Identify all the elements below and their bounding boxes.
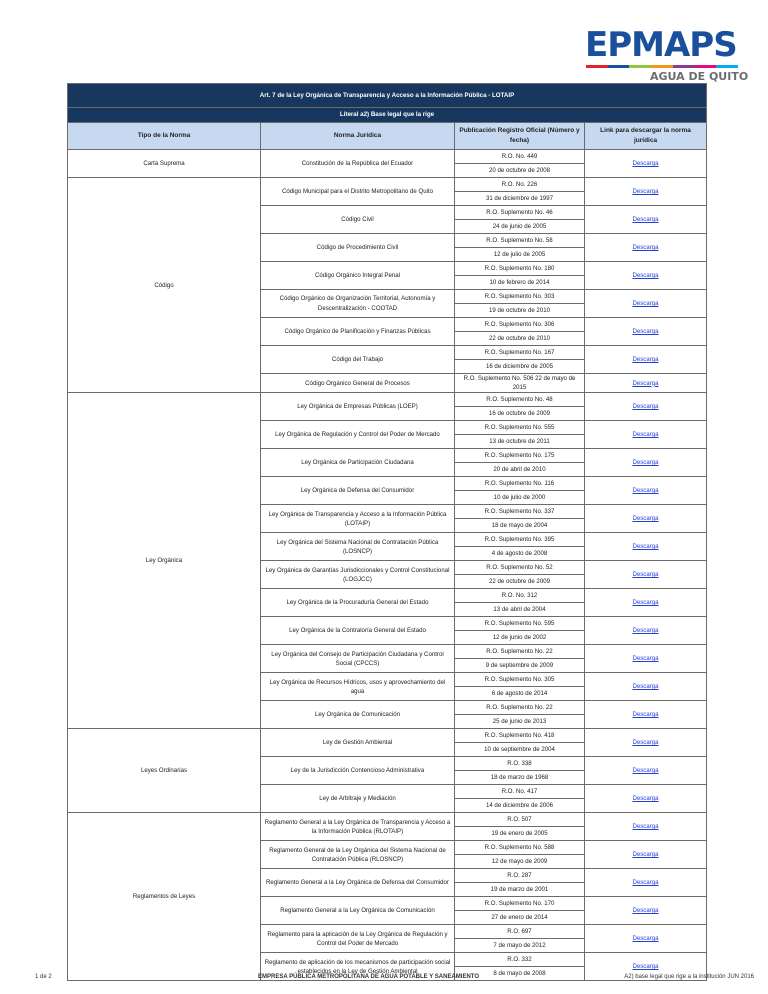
download-link[interactable]: Descarga — [632, 487, 659, 495]
publication-date-cell: 20 de abril de 2010 — [455, 463, 585, 477]
download-cell — [585, 477, 707, 505]
download-cell — [585, 729, 707, 757]
download-cell — [585, 234, 707, 262]
norma-juridica-cell: Ley Orgánica de Garantías Jurisdiccionales y Control Constitucional (LOGJCC) — [261, 561, 455, 589]
download-link[interactable]: Descarga — [632, 379, 659, 387]
download-cell — [585, 785, 707, 813]
norma-juridica-cell: Ley Orgánica de Empresas Públicas (LOEP) — [261, 393, 455, 421]
header-publicacion: Publicación Registro Oficial (Número y fecha) — [455, 123, 585, 150]
download-cell — [585, 617, 707, 645]
logo-brand-text: EPMAPS — [585, 25, 737, 65]
table-row — [68, 813, 707, 827]
publication-date-cell: 19 de marzo de 2001 — [455, 883, 585, 897]
registro-oficial-cell: R.O. Suplemento No. 52 — [455, 561, 585, 575]
header-norma: Norma Jurídica — [261, 123, 455, 150]
registro-oficial-cell: R.O. Suplemento No. 418 — [455, 729, 585, 743]
publication-date-cell: 7 de mayo de 2012 — [455, 939, 585, 953]
norma-juridica-cell: Ley Orgánica de Defensa del Consumidor — [261, 477, 455, 505]
publication-date-cell: 13 de abril de 2004 — [455, 603, 585, 617]
download-cell — [585, 449, 707, 477]
download-cell — [585, 393, 707, 421]
registro-oficial-cell: R.O. Suplemento No. 170 — [455, 897, 585, 911]
table-row — [68, 178, 707, 192]
norma-juridica-cell: Código Civil — [261, 206, 455, 234]
logo-stripe-segment — [651, 65, 673, 68]
registro-oficial-cell: R.O. Suplemento No. 588 — [455, 841, 585, 855]
norm-type-cell: Carta Suprema — [68, 150, 261, 178]
publication-date-cell: 31 de diciembre de 1997 — [455, 192, 585, 206]
publication-date-cell: 16 de octubre de 2009 — [455, 407, 585, 421]
registro-oficial-cell: R.O. Suplemento No. 46 — [455, 206, 585, 220]
registro-oficial-cell: R.O. Suplemento No. 555 — [455, 421, 585, 435]
publication-date-cell: 18 de marzo de 1968 — [455, 771, 585, 785]
download-link[interactable]: Descarga — [632, 459, 659, 467]
logo-stripe-segment — [608, 65, 630, 68]
registro-oficial-cell: R.O. Suplemento No. 595 — [455, 617, 585, 631]
registro-oficial-cell: R.O. Suplemento No. 167 — [455, 346, 585, 360]
download-cell — [585, 561, 707, 589]
download-cell — [585, 178, 707, 206]
download-link[interactable]: Descarga — [632, 403, 659, 411]
registro-oficial-cell: R.O. No. 417 — [455, 785, 585, 799]
publication-date-cell: 10 de septiembre de 2004 — [455, 743, 585, 757]
registro-oficial-cell: R.O. Suplemento No. 48 — [455, 393, 585, 407]
header-link: Link para descargar la norma jurídica — [585, 123, 707, 150]
registro-oficial-cell: R.O. Suplemento No. 337 — [455, 505, 585, 519]
publication-date-cell: 10 de febrero de 2014 — [455, 276, 585, 290]
publication-date-cell: 25 de junio de 2013 — [455, 715, 585, 729]
download-link[interactable]: Descarga — [632, 739, 659, 747]
registro-oficial-cell: R.O. Suplemento No. 175 — [455, 449, 585, 463]
norma-juridica-cell: Código Municipal para el Distrito Metropolitano de Quito — [261, 178, 455, 206]
table-row — [68, 150, 707, 164]
publication-date-cell: 4 de agosto de 2008 — [455, 547, 585, 561]
download-link[interactable]: Descarga — [632, 159, 659, 167]
norma-juridica-cell: Reglamento General a la Ley Orgánica de Transparencia y Acceso a la Información Pública (RLOTAIP) — [261, 813, 455, 841]
table-header-row — [68, 123, 707, 150]
download-cell — [585, 645, 707, 673]
download-link[interactable]: Descarga — [632, 935, 659, 943]
download-link[interactable]: Descarga — [632, 215, 659, 223]
publication-date-cell: 24 de junio de 2005 — [455, 220, 585, 234]
download-cell — [585, 925, 707, 953]
logo-stripe-segment — [695, 65, 717, 68]
publication-date-cell: 27 de enero de 2014 — [455, 911, 585, 925]
registro-oficial-cell: R.O. 332 — [455, 953, 585, 967]
download-link[interactable]: Descarga — [632, 187, 659, 195]
download-cell — [585, 897, 707, 925]
publication-date-cell: 6 de agosto de 2014 — [455, 687, 585, 701]
publication-date-cell: 18 de mayo de 2004 — [455, 519, 585, 533]
logo-color-stripe — [586, 65, 738, 68]
norm-type-cell: Código — [68, 178, 261, 393]
download-cell — [585, 290, 707, 318]
norma-juridica-cell: Ley de la Jurisdicción Contencioso Administrativa — [261, 757, 455, 785]
norm-type-cell: Reglamentos de Leyes — [68, 813, 261, 981]
table-row — [68, 393, 707, 407]
download-cell — [585, 421, 707, 449]
download-link[interactable]: Descarga — [632, 683, 659, 691]
registro-oficial-cell: R.O. Suplemento No. 305 — [455, 673, 585, 687]
table-subtitle: Literal a2) Base legal que la rige — [68, 108, 707, 123]
download-cell — [585, 869, 707, 897]
norma-juridica-cell: Ley Orgánica de Transparencia y Acceso a la Información Pública (LOTAIP) — [261, 505, 455, 533]
download-link[interactable]: Descarga — [632, 271, 659, 279]
download-link[interactable]: Descarga — [632, 327, 659, 335]
download-cell — [585, 701, 707, 729]
download-cell — [585, 206, 707, 234]
table-row — [68, 729, 707, 743]
footer-organization: EMPRESA PÚBLICA METROPOLITANA DE AGUA POTABLE Y SANEAMIENTO — [258, 974, 480, 980]
publication-date-cell: 14 de diciembre de 2006 — [455, 799, 585, 813]
download-link[interactable]: Descarga — [632, 879, 659, 887]
norma-juridica-cell: Constitución de la República del Ecuador — [261, 150, 455, 178]
download-cell — [585, 533, 707, 561]
norma-juridica-cell: Código Orgánico de Planificación y Finanzas Públicas — [261, 318, 455, 346]
publication-date-cell: 22 de octubre de 2009 — [455, 575, 585, 589]
registro-oficial-cell: R.O. 697 — [455, 925, 585, 939]
download-link[interactable]: Descarga — [632, 543, 659, 551]
table-title-row — [68, 84, 707, 108]
logo-stripe-segment — [629, 65, 651, 68]
download-cell — [585, 757, 707, 785]
download-link[interactable]: Descarga — [632, 767, 659, 775]
download-link[interactable]: Descarga — [632, 655, 659, 663]
legal-basis-table — [67, 83, 707, 981]
publication-date-cell: 10 de julio de 2000 — [455, 491, 585, 505]
norma-juridica-cell: Reglamento General de la Ley Orgánica del Sistema Nacional de Contratación Pública (RLOSNCP) — [261, 841, 455, 869]
norma-juridica-cell: Código Orgánico Integral Penal — [261, 262, 455, 290]
table-subtitle-row — [68, 108, 707, 123]
norma-juridica-cell: Ley Orgánica de Participación Ciudadana — [261, 449, 455, 477]
registro-oficial-cell: R.O. Suplemento No. 22 — [455, 645, 585, 659]
norm-type-cell: Leyes Ordinarias — [68, 729, 261, 813]
download-link[interactable]: Descarga — [632, 711, 659, 719]
norma-juridica-cell: Código Orgánico de Organización Territorial, Autonomía y Descentralización - COOTAD — [261, 290, 455, 318]
norma-juridica-cell: Ley Orgánica del Sistema Nacional de Contratación Pública (LOSNCP) — [261, 533, 455, 561]
download-link[interactable]: Descarga — [632, 795, 659, 803]
logo-subtitle: AGUA DE QUITO — [650, 70, 749, 83]
registro-oficial-cell: R.O. No. 312 — [455, 589, 585, 603]
norma-juridica-cell: Código Orgánico General de Procesos — [261, 374, 455, 393]
registro-oficial-cell: R.O. 287 — [455, 869, 585, 883]
norma-juridica-cell: Ley Orgánica de la Contraloría General del Estado — [261, 617, 455, 645]
logo-stripe-segment — [673, 65, 695, 68]
registro-oficial-cell: R.O. Suplemento No. 22 — [455, 701, 585, 715]
download-cell — [585, 346, 707, 374]
footer-page-number: 1 de 2 — [35, 974, 52, 980]
registro-oficial-cell: R.O. Suplemento No. 303 — [455, 290, 585, 304]
download-link[interactable]: Descarga — [632, 851, 659, 859]
download-link[interactable]: Descarga — [632, 355, 659, 363]
download-cell — [585, 150, 707, 178]
norma-juridica-cell: Ley Orgánica de la Procuraduría General del Estado — [261, 589, 455, 617]
download-link[interactable]: Descarga — [632, 431, 659, 439]
download-link[interactable]: Descarga — [632, 627, 659, 635]
download-cell — [585, 841, 707, 869]
publication-date-cell: 13 de octubre de 2011 — [455, 435, 585, 449]
download-cell — [585, 318, 707, 346]
download-cell — [585, 374, 707, 393]
download-link[interactable]: Descarga — [632, 963, 659, 971]
registro-oficial-cell: R.O. Suplemento No. 116 — [455, 477, 585, 491]
norma-juridica-cell: Reglamento General a la Ley Orgánica de Comunicación — [261, 897, 455, 925]
norma-juridica-cell: Ley Orgánica del Consejo de Participación Ciudadana y Control Social (CPCCS) — [261, 645, 455, 673]
norma-juridica-cell: Ley Orgánica de Recursos Hídricos, usos y aprovechamiento del agua — [261, 673, 455, 701]
download-cell — [585, 673, 707, 701]
norma-juridica-cell: Ley de Arbitraje y Mediación — [261, 785, 455, 813]
download-link[interactable]: Descarga — [632, 299, 659, 307]
download-cell — [585, 813, 707, 841]
registro-oficial-cell: R.O. 338 — [455, 757, 585, 771]
norma-juridica-cell: Ley de Gestión Ambiental — [261, 729, 455, 757]
logo-stripe-segment — [586, 65, 608, 68]
download-link[interactable]: Descarga — [632, 243, 659, 251]
download-link[interactable]: Descarga — [632, 515, 659, 523]
publication-date-cell: 12 de julio de 2005 — [455, 248, 585, 262]
registro-oficial-cell: R.O. Suplemento No. 395 — [455, 533, 585, 547]
download-link[interactable]: Descarga — [632, 599, 659, 607]
registro-oficial-cell: R.O. No. 449 — [455, 150, 585, 164]
logo-stripe-segment — [716, 65, 738, 68]
download-cell — [585, 589, 707, 617]
norm-type-cell: Ley Orgánica — [68, 393, 261, 729]
epmaps-logo — [582, 25, 758, 83]
publication-date-cell: 12 de mayo de 2009 — [455, 855, 585, 869]
download-link[interactable]: Descarga — [632, 571, 659, 579]
publication-date-cell: 8 de mayo de 2008 — [455, 967, 585, 981]
publication-date-cell: 19 de octubre de 2010 — [455, 304, 585, 318]
publication-date-cell: 19 de enero de 2005 — [455, 827, 585, 841]
norma-juridica-cell: Código de Procedimiento Civil — [261, 234, 455, 262]
norma-juridica-cell: Ley Orgánica de Regulación y Control del Poder de Mercado — [261, 421, 455, 449]
publication-date-cell: 9 de septiembre de 2009 — [455, 659, 585, 673]
registro-oficial-cell: R.O. Suplemento No. 306 — [455, 318, 585, 332]
publication-date-cell: 20 de octubre de 2008 — [455, 164, 585, 178]
registro-oficial-cell: R.O. 507 — [455, 813, 585, 827]
norma-juridica-cell: Ley Orgánica de Comunicación — [261, 701, 455, 729]
download-link[interactable]: Descarga — [632, 907, 659, 915]
download-cell — [585, 505, 707, 533]
registro-oficial-cell: R.O. No. 226 — [455, 178, 585, 192]
registro-oficial-cell: R.O. Suplemento No. 180 — [455, 262, 585, 276]
header-tipo: Tipo de la Norma — [68, 123, 261, 150]
norma-juridica-cell: Reglamento de aplicación de los mecanismos de participación social establecidos en la Ley de Gestión Ambiental — [261, 953, 455, 981]
norma-juridica-cell: Código del Trabajo — [261, 346, 455, 374]
publication-date-cell: 12 de junio de 2002 — [455, 631, 585, 645]
footer-document-label: A2) base legal que rige a la institución JUN 2016 — [624, 974, 754, 980]
norma-juridica-cell: Reglamento para la aplicación de la Ley Orgánica de Regulación y Control del Poder de Mercado — [261, 925, 455, 953]
publication-date-cell: 22 de octubre de 2010 — [455, 332, 585, 346]
registro-oficial-cell: R.O. Suplemento No. 506 22 de mayo de 2015 — [455, 374, 585, 393]
registro-oficial-cell: R.O. Suplemento No. 58 — [455, 234, 585, 248]
table-title: Art. 7 de la Ley Orgánica de Transparencia y Acceso a la Información Pública - LOTAIP — [68, 84, 707, 108]
download-cell — [585, 262, 707, 290]
norma-juridica-cell: Reglamento General a la Ley Orgánica de Defensa del Consumidor — [261, 869, 455, 897]
download-link[interactable]: Descarga — [632, 823, 659, 831]
publication-date-cell: 16 de diciembre de 2005 — [455, 360, 585, 374]
